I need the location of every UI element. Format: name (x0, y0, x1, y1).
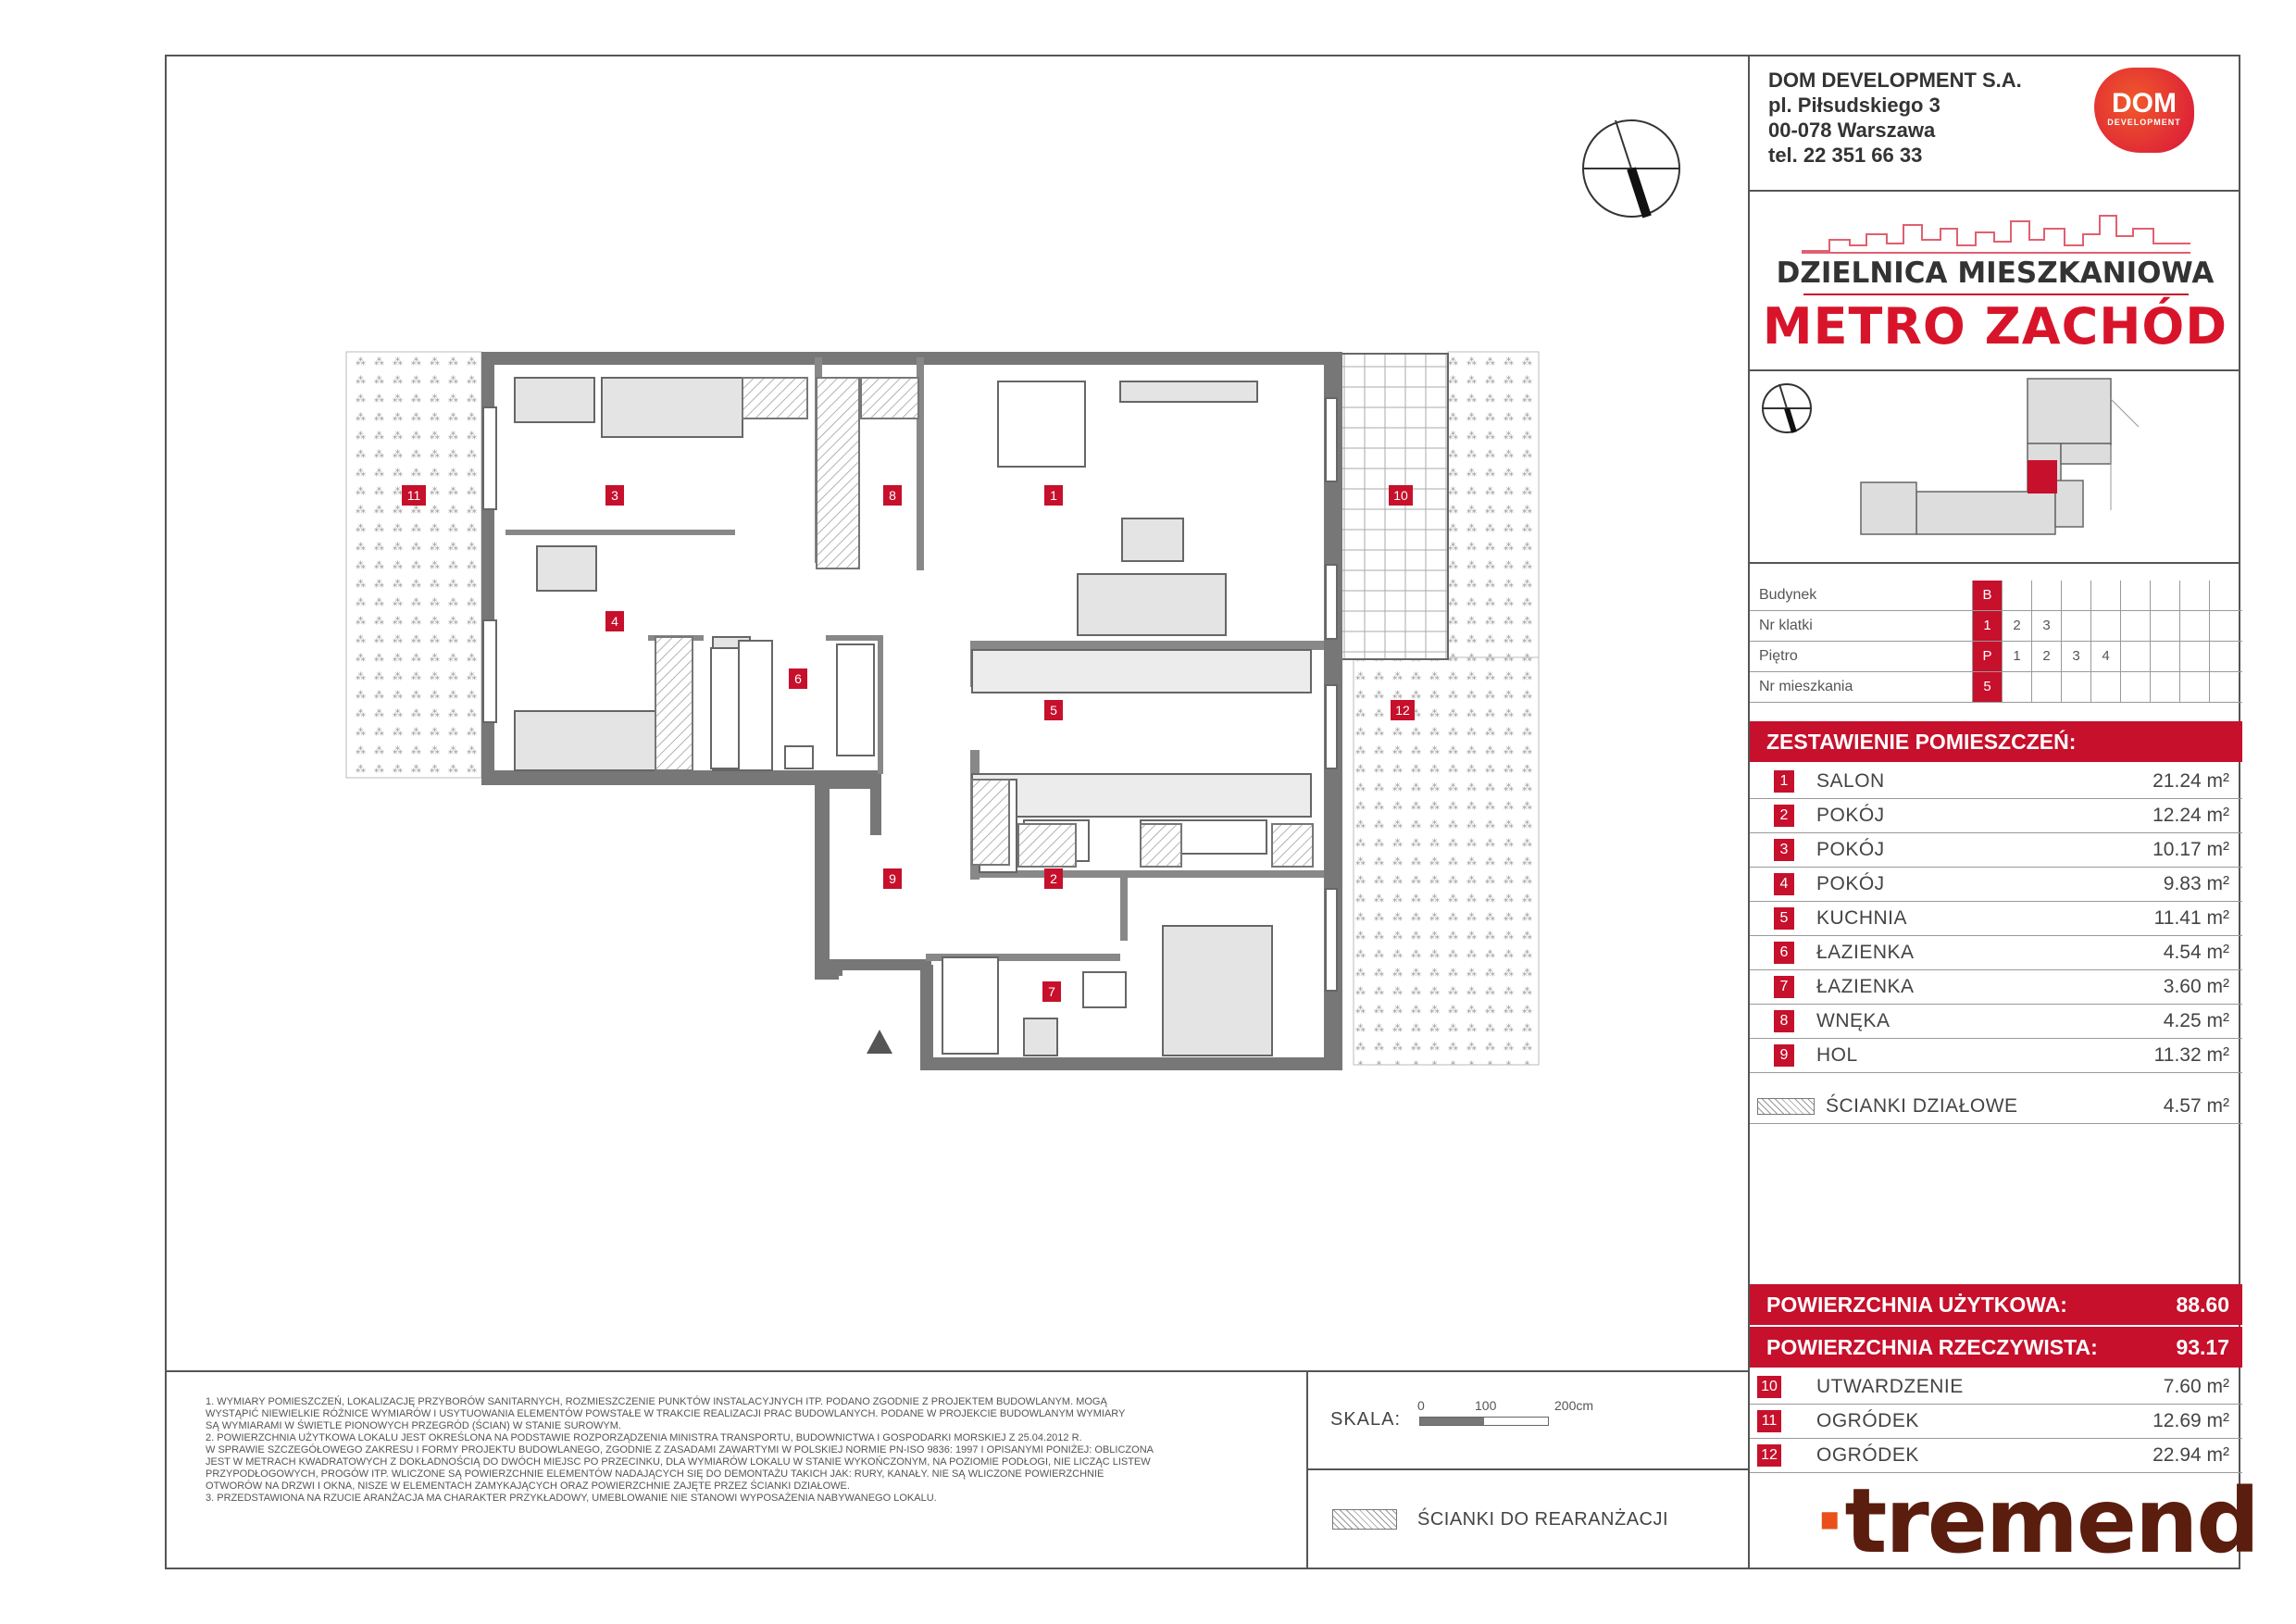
extra-number: 12 (1757, 1444, 1781, 1467)
plan-tag-12 (1391, 700, 1415, 720)
site-map (1750, 371, 2240, 556)
partition-swatch (1757, 1098, 1815, 1115)
svg-text:5: 5 (1050, 703, 1057, 718)
plan-tag-1 (1044, 485, 1063, 506)
room-number: 6 (1774, 942, 1794, 964)
room-name: WNĘKA (1816, 1010, 1890, 1031)
info-label: Nr klatki (1759, 618, 1813, 633)
room-row (1750, 1038, 2242, 1073)
brand-line-1: DZIELNICA MIESZKANIOWA (1776, 256, 2215, 290)
real-label: POWIERZCHNIA RZECZYWISTA: (1766, 1335, 2098, 1359)
divider (1750, 190, 2240, 192)
extra-area: 12.69 m² (2152, 1410, 2229, 1431)
note-line: 1. WYMIARY POMIESZCZEŃ, LOKALIZACJĘ PRZYBORÓW SANITARNYCH, ROZMIESZCZENIE PUNKTÓW INSTALACYJNYCH ITP. PODANO ZGODNIE Z PROJEKTEM BUDOWLANYM. MOGĄ (206, 1396, 1107, 1407)
garden-top-right (1448, 352, 1539, 657)
info-label: Budynek (1759, 587, 1817, 603)
info-nr-klatki (1750, 611, 2242, 642)
svg-text:10: 10 (1393, 488, 1408, 503)
rearrange-swatch (1332, 1509, 1397, 1530)
room-name: POKÓJ (1816, 839, 1885, 860)
scale-tick-200: 200cm (1554, 1398, 1594, 1413)
scale-label: SKALA: (1330, 1409, 1402, 1430)
logo-small: DEVELOPMENT (2107, 118, 2181, 127)
rooms-header (1750, 721, 2242, 762)
plan-tag-6 (789, 668, 807, 689)
terrace-10 (1339, 354, 1448, 659)
room-name: ŁAZIENKA (1816, 976, 1915, 997)
room-area: 10.17 m² (2152, 839, 2229, 860)
room-number: 7 (1774, 976, 1794, 998)
plan-tag-3 (605, 485, 624, 506)
extra-row (1750, 1404, 2242, 1439)
usable-value: 88.60 (2176, 1293, 2229, 1317)
info-cell: 3 (2061, 642, 2090, 671)
tremend-text: tremend (1844, 1469, 2259, 1573)
real-area-row (1750, 1327, 2242, 1368)
company-street: pl. Piłsudskiego 3 (1768, 94, 1940, 117)
company-info (1768, 68, 2022, 168)
room-area: 11.41 m² (2153, 907, 2229, 929)
brand-line-2: METRO ZACHÓD (1762, 297, 2228, 356)
garden-12 (1354, 657, 1539, 1065)
note-line: OTWORÓW NA DRZWI I OKNA, NISZE W ELEMENTACH ZAMYKAJĄCYCH ORAZ POWIERZCHNIE ZAJĘTE PRZEZ ŚCIANKI DZIAŁOWE. (206, 1480, 850, 1492)
logo-big: DOM (2112, 88, 2177, 119)
skyline-icon (1802, 208, 2190, 255)
room-area: 3.60 m² (2163, 976, 2229, 997)
legal-notes (206, 1396, 1316, 1505)
info-label: Piętro (1759, 648, 1798, 664)
apartment-info (1750, 581, 2242, 703)
partition-name: ŚCIANKI DZIAŁOWE (1826, 1095, 2018, 1117)
room-number: 9 (1774, 1044, 1794, 1067)
plan-tag-8 (883, 485, 902, 506)
info-cell: 3 (2031, 611, 2061, 641)
plan-tag-7 (1042, 981, 1061, 1002)
room-area: 12.24 m² (2152, 805, 2229, 826)
note-line: 2. POWIERZCHNIA UŻYTKOWA LOKALU JEST OKREŚLONA NA PODSTAWIE ROZPORZĄDZENIA MINISTRA TRANSPORTU, BUDOWNICTWA I GOSPODARKI MORSKIEJ Z 25.04.2012 R. (206, 1432, 1082, 1443)
room-area: 11.32 m² (2153, 1044, 2229, 1066)
room-name: POKÓJ (1816, 805, 1885, 826)
room-row (1750, 764, 2242, 799)
room-number: 5 (1774, 907, 1794, 930)
info-cell: B (1972, 581, 2002, 610)
plan-tag-11 (402, 485, 426, 506)
room-area: 21.24 m² (2152, 770, 2229, 792)
room-number: 3 (1774, 839, 1794, 861)
usable-area-row (1750, 1284, 2242, 1325)
sidebar (1748, 55, 2259, 1573)
room-row (1750, 969, 2242, 1005)
dom-development-logo (2094, 68, 2194, 153)
svg-text:1: 1 (1050, 488, 1057, 503)
scale-bar (1419, 1417, 1549, 1426)
plan-tag-9 (883, 868, 902, 889)
info-cell: 4 (2090, 642, 2120, 671)
plan-tag-2 (1044, 868, 1063, 889)
brand-rule (1803, 294, 2189, 295)
extra-number: 10 (1757, 1376, 1781, 1398)
svg-text:8: 8 (889, 488, 896, 503)
info-cell: 2 (2031, 642, 2061, 671)
plan-tag-5 (1044, 700, 1063, 720)
room-name: ŁAZIENKA (1816, 942, 1915, 963)
furniture (515, 378, 1311, 1056)
room-number: 8 (1774, 1010, 1794, 1032)
company-city: 00-078 Warszawa (1768, 119, 1936, 142)
extra-area: 7.60 m² (2163, 1376, 2229, 1397)
usable-label: POWIERZCHNIA UŻYTKOWA: (1766, 1293, 2067, 1317)
note-line: 3. PRZEDSTAWIONA NA RZUCIE ARANŻACJA MA CHARAKTER PRZYKŁADOWY, UMEBLOWANIE NIE STANOWI WYPOSAŻENIA NABYWANEGO LOKALU. (206, 1493, 937, 1504)
room-area: 4.25 m² (2163, 1010, 2229, 1031)
company-name: DOM DEVELOPMENT S.A. (1768, 69, 2022, 92)
rooms-title: ZESTAWIENIE POMIESZCZEŃ: (1766, 730, 2077, 754)
tremend-logo: ·tremend (1813, 1469, 2259, 1573)
info-cell: 1 (1972, 611, 2002, 641)
info-cell: 2 (2002, 611, 2031, 641)
note-line: SĄ WYMIARAMI W ŚWIETLE PIONOWYCH PRZEGRÓD (ŚCIAN) W STANIE SUROWYM. (206, 1420, 621, 1431)
room-row (1750, 935, 2242, 970)
plan-tag-10 (1389, 485, 1413, 506)
room-row (1750, 1004, 2242, 1039)
info-cell: 1 (2002, 642, 2031, 671)
room-area: 4.54 m² (2163, 942, 2229, 963)
room-name: HOL (1816, 1044, 1858, 1066)
extra-row (1750, 1369, 2242, 1405)
extra-row (1750, 1438, 2242, 1473)
note-line: W SPRAWIE SZCZEGÓŁOWEGO ZAKRESU I FORMY PROJEKTU BUDOWLANEGO, ZGODNIE Z ZASADAMI ZAWARTYMI W POLSKIEJ NORMIE PN-ISO 9836: 1997 I OPISANYMI PONIŻEJ: OBLICZONA (206, 1444, 1154, 1455)
extra-area: 22.94 m² (2152, 1444, 2229, 1466)
info-nr-mieszkania (1750, 672, 2242, 703)
svg-text:9: 9 (889, 871, 896, 886)
svg-text:7: 7 (1048, 984, 1055, 999)
partition-row (1750, 1089, 2242, 1124)
info-cell: P (1972, 642, 2002, 671)
plan-tag-4 (605, 611, 624, 631)
scale-tick-0: 0 (1417, 1398, 1425, 1413)
room-row (1750, 798, 2242, 833)
svg-text:11: 11 (406, 488, 421, 503)
room-number: 1 (1774, 770, 1794, 793)
extra-number: 11 (1757, 1410, 1781, 1432)
room-number: 4 (1774, 873, 1794, 895)
room-row (1750, 901, 2242, 936)
info-label: Nr mieszkania (1759, 679, 1853, 694)
company-phone: tel. 22 351 66 33 (1768, 144, 1923, 167)
room-number: 2 (1774, 805, 1794, 827)
scale-tick-100: 100 (1475, 1398, 1497, 1413)
extra-name: OGRÓDEK (1816, 1410, 1919, 1431)
svg-text:2: 2 (1050, 871, 1057, 886)
room-row (1750, 832, 2242, 868)
info-cell: 5 (1972, 672, 2002, 702)
entrance-icon (867, 1030, 892, 1054)
svg-text:6: 6 (794, 671, 802, 686)
real-value: 93.17 (2176, 1335, 2229, 1359)
room-name: SALON (1816, 770, 1885, 792)
garden-11 (346, 352, 481, 778)
scale-legend (1306, 1370, 1748, 1569)
info-pietro (1750, 642, 2242, 672)
room-area: 9.83 m² (2163, 873, 2229, 894)
rearrange-label: ŚCIANKI DO REARANŻACJI (1417, 1509, 1669, 1530)
svg-text:3: 3 (611, 488, 618, 503)
room-name: KUCHNIA (1816, 907, 1908, 929)
room-name: POKÓJ (1816, 873, 1885, 894)
room-row (1750, 867, 2242, 902)
extra-name: OGRÓDEK (1816, 1444, 1919, 1466)
note-line: WYSTĄPIĆ NIEWIELKIE RÓŻNICE WYMIARÓW I USYTUOWANIA ELEMENTÓW POWSTAŁE W TRAKCIE REALIZACJI PRAC BUDOWLANYCH. PODANE W PROJEKCIE BUDOWLANYM WYMIARY (206, 1408, 1126, 1419)
partition-area: 4.57 m² (2163, 1095, 2229, 1117)
svg-text:4: 4 (611, 614, 618, 629)
extra-name: UTWARDZENIE (1816, 1376, 1964, 1397)
svg-text:12: 12 (1395, 703, 1410, 718)
divider (1750, 562, 2240, 564)
note-line: JEST W METRACH KWADRATOWYCH Z DOKŁADNOŚCIĄ DO DWÓCH MIEJSC PO PRZECINKU, DLA WYMIARÓW LOKALU W STANIE WYKOŃCZONYM, NA POZIOMIE PODŁOGI, NIE LICZĄC LISTEW (206, 1456, 1151, 1468)
mini-compass-icon (1763, 384, 1811, 432)
compass-icon (1583, 120, 1679, 217)
note-line: PRZYPODŁOGOWYCH, PROGÓW ITP. WLICZONE SĄ POWIERZCHNIE ELEMENTÓW NADAJĄCYCH SIĘ DO DEMONTAŻU TAKICH JAK: RURY, KANAŁY. NIE SĄ WLICZONE POWIERZCHNIE (206, 1468, 1104, 1480)
info-budynek (1750, 581, 2242, 611)
